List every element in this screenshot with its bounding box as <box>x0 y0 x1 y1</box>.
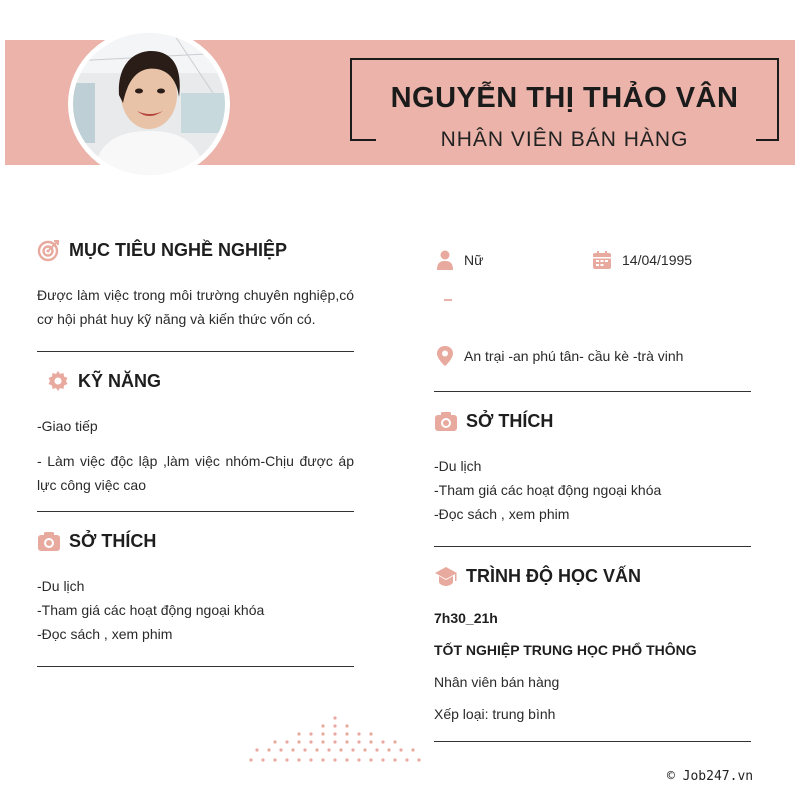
target-icon <box>37 238 61 262</box>
divider <box>434 546 751 547</box>
education-school: TỐT NGHIỆP TRUNG HỌC PHỔ THÔNG <box>434 642 697 658</box>
hobby-item: -Du lịch <box>434 458 482 474</box>
skills-title <box>46 369 161 393</box>
hobbies-title-left-text: SỞ THÍCH <box>69 530 157 551</box>
education-title <box>434 564 641 588</box>
objective-title-text: MỤC TIÊU NGHỀ NGHIỆP <box>69 239 288 260</box>
footer-brand: © Job247.vn <box>667 769 754 784</box>
objective-title <box>37 238 287 262</box>
avatar <box>68 28 230 180</box>
education-major: Nhân viên bán hàng <box>434 674 560 690</box>
hobby-item: -Đọc sách , xem phim <box>37 626 173 642</box>
education-grade: Xếp loại: trung bình <box>434 706 556 722</box>
hobbies-title-right-text: SỞ THÍCH <box>466 410 554 431</box>
camera-icon <box>37 529 61 553</box>
hobby-item: -Đọc sách , xem phim <box>434 506 570 522</box>
gender-info <box>436 250 483 270</box>
calendar-icon <box>592 250 612 270</box>
skill-item: -Giao tiếp <box>37 418 98 434</box>
name-box <box>350 58 779 151</box>
education-time: 7h30_21h <box>434 610 498 626</box>
divider <box>37 666 354 667</box>
skill-item: - Làm việc độc lập ,làm việc nhóm-Chịu được áp lực công việc cao <box>37 453 354 493</box>
candidate-name: NGUYỄN THỊ THẢO VÂN <box>390 82 739 114</box>
person-icon <box>436 250 454 270</box>
avatar-photo <box>73 33 225 175</box>
objective-text: Được làm việc trong môi trường chuyên nghiệp,có cơ hội phát huy kỹ năng và kiến thức vốn có. <box>37 287 354 327</box>
divider <box>37 511 354 512</box>
birthdate-value: 14/04/1995 <box>622 252 693 268</box>
hobbies-title-right <box>434 409 553 433</box>
education-title-text: TRÌNH ĐỘ HỌC VẤN <box>466 565 641 586</box>
hobby-item: -Tham giá các hoạt động ngoại khóa <box>434 482 662 498</box>
divider <box>37 351 354 352</box>
graduation-cap-icon <box>434 564 458 588</box>
gender-value: Nữ <box>464 252 484 268</box>
address-info <box>436 346 683 366</box>
decorative-dots <box>245 712 425 768</box>
skills-title-text: KỸ NĂNG <box>78 370 162 391</box>
hobbies-title-left <box>37 529 156 553</box>
hobby-item: -Du lịch <box>37 578 85 594</box>
hobby-item: -Tham giá các hoạt động ngoại khóa <box>37 602 265 618</box>
divider <box>434 741 751 742</box>
divider <box>434 391 751 392</box>
camera-icon <box>434 409 458 433</box>
address-value: An trại -an phú tân- cầu kè -trà vinh <box>464 348 684 364</box>
gear-icon <box>46 369 70 393</box>
birthdate-info <box>592 250 692 270</box>
candidate-role: NHÂN VIÊN BÁN HÀNG <box>440 128 689 151</box>
decorative-dash <box>444 299 452 301</box>
location-pin-icon <box>436 346 454 366</box>
